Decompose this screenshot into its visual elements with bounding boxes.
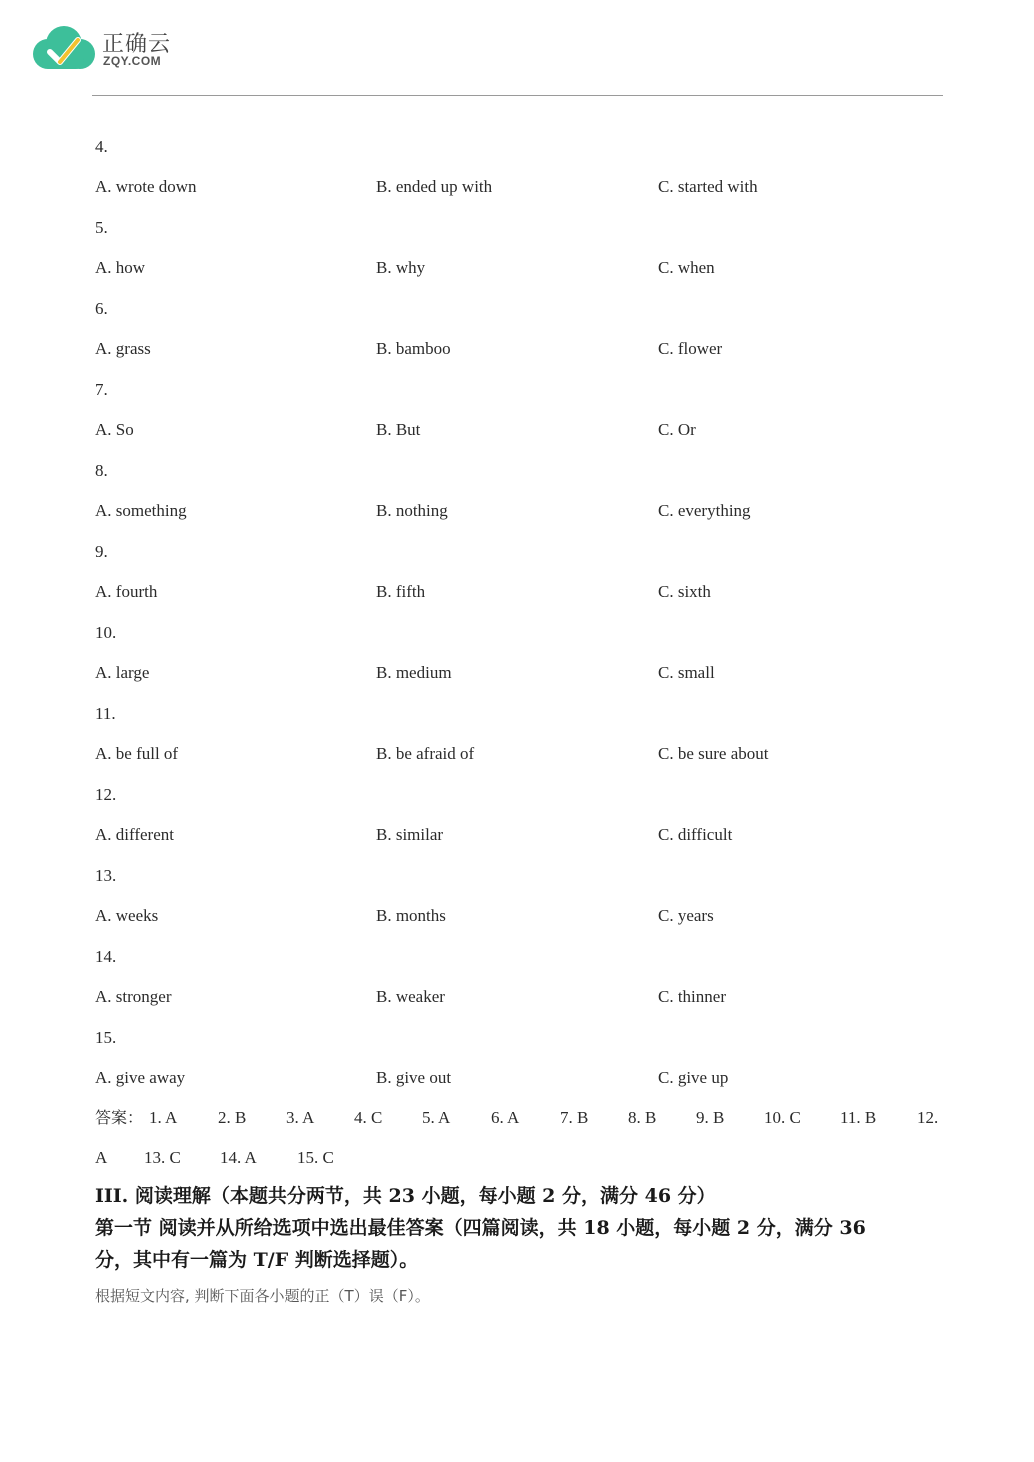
section-title: III. 阅读理解（本题共分两节，共 23 小题，每小题 2 分，满分 46 分） <box>95 1185 716 1207</box>
option-row <box>95 977 945 1017</box>
option-b: B. similar <box>376 825 444 844</box>
zqy-logo-icon <box>30 24 96 74</box>
option-a: A. different <box>95 825 174 844</box>
answer-key <box>95 1098 945 1178</box>
answer-item: 14. A <box>220 1148 257 1167</box>
option-row <box>95 167 945 207</box>
question-number: 6. <box>95 299 108 318</box>
option-row <box>95 815 945 855</box>
answer-label: 答案： <box>95 1108 144 1127</box>
option-a: A. fourth <box>95 582 158 601</box>
option-c: C. years <box>658 906 714 925</box>
option-row <box>95 1058 945 1098</box>
exam-content <box>95 126 945 1314</box>
header-divider <box>92 95 943 96</box>
question-number: 5. <box>95 218 108 237</box>
option-row <box>95 329 945 369</box>
option-b: B. months <box>376 906 446 925</box>
option-c: C. Or <box>658 420 696 439</box>
question-number: 10. <box>95 623 117 642</box>
option-b: B. be afraid of <box>376 744 475 763</box>
option-b: B. bamboo <box>376 339 451 358</box>
question-number: 12. <box>95 785 117 804</box>
answer-item: 12. <box>917 1108 939 1127</box>
option-b: B. nothing <box>376 501 448 520</box>
answer-item: 2. B <box>218 1108 247 1127</box>
option-c: C. give up <box>658 1068 729 1087</box>
option-row <box>95 653 945 693</box>
answer-item: 9. B <box>696 1108 725 1127</box>
option-row <box>95 410 945 450</box>
brand-name-cn: 正确云 <box>102 32 172 57</box>
answer-item: 13. C <box>144 1148 181 1167</box>
option-row <box>95 734 945 774</box>
option-c: C. difficult <box>658 825 733 844</box>
answer-item: 4. C <box>354 1108 383 1127</box>
option-c: C. small <box>658 663 715 682</box>
option-b: B. But <box>376 420 421 439</box>
option-b: B. ended up with <box>376 177 493 196</box>
answer-item: 7. B <box>560 1108 589 1127</box>
question-number: 13. <box>95 866 117 885</box>
option-row <box>95 572 945 612</box>
question-number: 15. <box>95 1028 117 1047</box>
option-a: A. stronger <box>95 987 172 1006</box>
option-a: A. how <box>95 258 146 277</box>
question-number: 14. <box>95 947 117 966</box>
option-c: C. when <box>658 258 715 277</box>
option-row <box>95 896 945 936</box>
option-a: A. large <box>95 663 150 682</box>
option-b: B. why <box>376 258 426 277</box>
question-number: 4. <box>95 137 108 156</box>
question-list <box>95 126 945 1098</box>
answer-item: 11. B <box>840 1108 877 1127</box>
option-c: C. everything <box>658 501 751 520</box>
option-b: B. weaker <box>376 987 445 1006</box>
answer-item: 10. C <box>764 1108 801 1127</box>
option-b: B. medium <box>376 663 452 682</box>
question-number: 8. <box>95 461 108 480</box>
option-c: C. flower <box>658 339 723 358</box>
answer-item: 15. C <box>297 1148 334 1167</box>
brand-name-en: ZQY.COM <box>103 54 162 68</box>
option-a: A. give away <box>95 1068 186 1087</box>
option-b: B. fifth <box>376 582 426 601</box>
answer-item: 6. A <box>491 1108 520 1127</box>
answer-item: 5. A <box>422 1108 451 1127</box>
option-a: A. So <box>95 420 134 439</box>
question-number: 11. <box>95 704 116 723</box>
question-number: 7. <box>95 380 108 399</box>
section-subtitle-line-2: 分，其中有一篇为 T/F 判断选择题）。 <box>95 1249 419 1271</box>
option-row <box>95 248 945 288</box>
answer-item: 8. B <box>628 1108 657 1127</box>
option-c: C. started with <box>658 177 758 196</box>
answer-item: 1. A <box>149 1108 178 1127</box>
section-subtitle-line-1: 第一节 阅读并从所给选项中选出最佳答案（四篇阅读，共 18 小题，每小题 2 分，满分 36 <box>95 1217 866 1239</box>
question-number: 9. <box>95 542 108 561</box>
option-c: C. be sure about <box>658 744 769 763</box>
instruction-text: 根据短文内容, 判断下面各小题的正（T）误（F）。 <box>95 1287 430 1305</box>
option-a: A. something <box>95 501 187 520</box>
option-c: C. thinner <box>658 987 726 1006</box>
option-c: C. sixth <box>658 582 711 601</box>
option-a: A. be full of <box>95 744 179 763</box>
option-a: A. wrote down <box>95 177 197 196</box>
answer-item: A <box>95 1148 108 1167</box>
option-a: A. weeks <box>95 906 159 925</box>
option-a: A. grass <box>95 339 151 358</box>
option-b: B. give out <box>376 1068 452 1087</box>
option-row <box>95 491 945 531</box>
answer-item: 3. A <box>286 1108 315 1127</box>
site-header <box>30 22 230 74</box>
